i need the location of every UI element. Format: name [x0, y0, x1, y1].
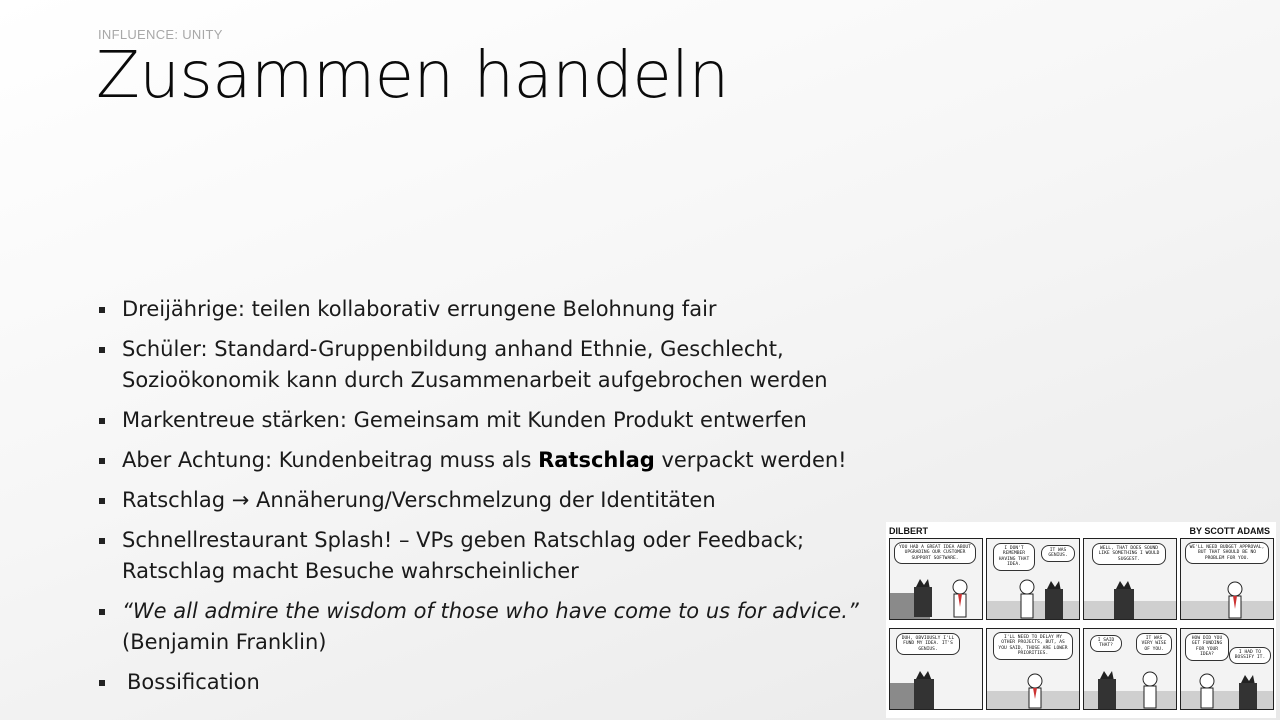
list-item	[96, 485, 886, 516]
quote-attribution: (Benjamin Franklin)	[122, 630, 327, 654]
bullet-marker-icon	[99, 609, 105, 615]
speech-bubble: WE'LL NEED BUDGET APPROVAL, BUT THAT SHOULD BE NO PROBLEM FOR YOU.	[1185, 542, 1269, 564]
dilbert-character-icon	[1021, 673, 1051, 709]
speech-bubble: DUH, OBVIOUSLY I'LL FUND MY IDEA. IT'S GENIUS.	[896, 633, 960, 655]
bullet-text: Bossification	[127, 670, 260, 694]
bullet-text: Schüler: Standard-Gruppenbildung anhand Ethnie, Geschlecht, Sozioökonomik kann durch Zusammenarbeit aufgebrochen werden	[122, 337, 828, 392]
speech-bubble: HOW DID YOU GET FUNDING FOR YOUR IDEA?	[1185, 633, 1229, 661]
comic-title: DILBERT	[889, 526, 928, 536]
bullet-text-after: verpackt werden!	[654, 448, 847, 472]
bullet-text-before: Aber Achtung: Kundenbeitrag muss als	[122, 448, 539, 472]
comic-panel	[1083, 628, 1177, 710]
slide-title: Zusammen handeln	[96, 39, 729, 113]
characters-icon	[912, 577, 972, 619]
speech-bubble: YOU HAD A GREAT IDEA ABOUT UPGRADING OUR CUSTOMER SUPPORT SOFTWARE.	[894, 542, 976, 564]
bullet-text-emphasis: Ratschlag	[538, 448, 655, 472]
speech-bubble: WELL, THAT DOES SOUND LIKE SOMETHING I WOULD SUGGEST.	[1092, 543, 1166, 565]
quote-text: “We all admire the wisdom of those who have come to us for advice.”	[122, 599, 859, 623]
comic-panel	[1180, 628, 1274, 710]
bullet-marker-icon	[99, 538, 105, 544]
boss-character-icon	[1110, 579, 1150, 619]
bullet-text: Schnellrestaurant Splash! – VPs geben Ratschlag oder Feedback; Ratschlag macht Besuche wahrscheinlicher	[122, 528, 805, 583]
speech-bubble: I SAID THAT?	[1090, 635, 1122, 652]
list-item	[96, 596, 886, 658]
bullet-text	[122, 448, 847, 472]
comic-strip-image	[886, 522, 1276, 718]
bullet-marker-icon	[99, 458, 105, 464]
comic-panel	[1180, 538, 1274, 620]
comic-panel	[986, 538, 1080, 620]
bullet-marker-icon	[99, 498, 105, 504]
bullet-marker-icon	[99, 307, 105, 313]
comic-header	[888, 524, 1274, 538]
comic-author: BY SCOTT ADAMS	[1189, 526, 1270, 536]
bullet-marker-icon	[99, 347, 105, 353]
speech-bubble: I DON'T REMEMBER HAVING THAT IDEA.	[993, 543, 1035, 571]
speech-bubble: I'LL NEED TO DELAY MY OTHER PROJECTS, BUT, AS YOU SAID, THOSE ARE LOWER PRIORITIES.	[993, 632, 1073, 660]
list-item	[96, 334, 886, 396]
list-item	[96, 525, 886, 587]
list-item	[96, 667, 886, 698]
characters-icon	[1195, 673, 1265, 709]
boss-character-icon	[910, 669, 950, 709]
speech-bubble: I HAD TO BOSSIFY IT.	[1229, 647, 1271, 664]
characters-icon	[1096, 669, 1166, 709]
comic-panel	[1083, 538, 1177, 620]
comic-panel	[889, 628, 983, 710]
characters-icon	[1017, 579, 1067, 619]
comic-panel	[986, 628, 1080, 710]
speech-bubble: IT WAS VERY WISE OF YOU.	[1136, 633, 1172, 655]
bullet-marker-icon	[99, 418, 105, 424]
bullet-text: Ratschlag → Annäherung/Verschmelzung der Identitäten	[122, 488, 716, 512]
list-item	[96, 445, 886, 476]
list-item	[96, 405, 886, 436]
comic-panel	[889, 538, 983, 620]
bullet-marker-icon	[99, 680, 105, 686]
section-kicker: INFLUENCE: UNITY	[98, 27, 223, 42]
bullet-text: Markentreue stärken: Gemeinsam mit Kunden Produkt entwerfen	[122, 408, 807, 432]
list-item	[96, 294, 886, 325]
speech-bubble: IT WAS GENIUS.	[1041, 545, 1075, 562]
bullet-text: Dreijährige: teilen kollaborativ errungene Belohnung fair	[122, 297, 717, 321]
bullet-text	[122, 599, 859, 654]
dilbert-character-icon	[1221, 581, 1251, 619]
bullet-list	[96, 294, 886, 707]
